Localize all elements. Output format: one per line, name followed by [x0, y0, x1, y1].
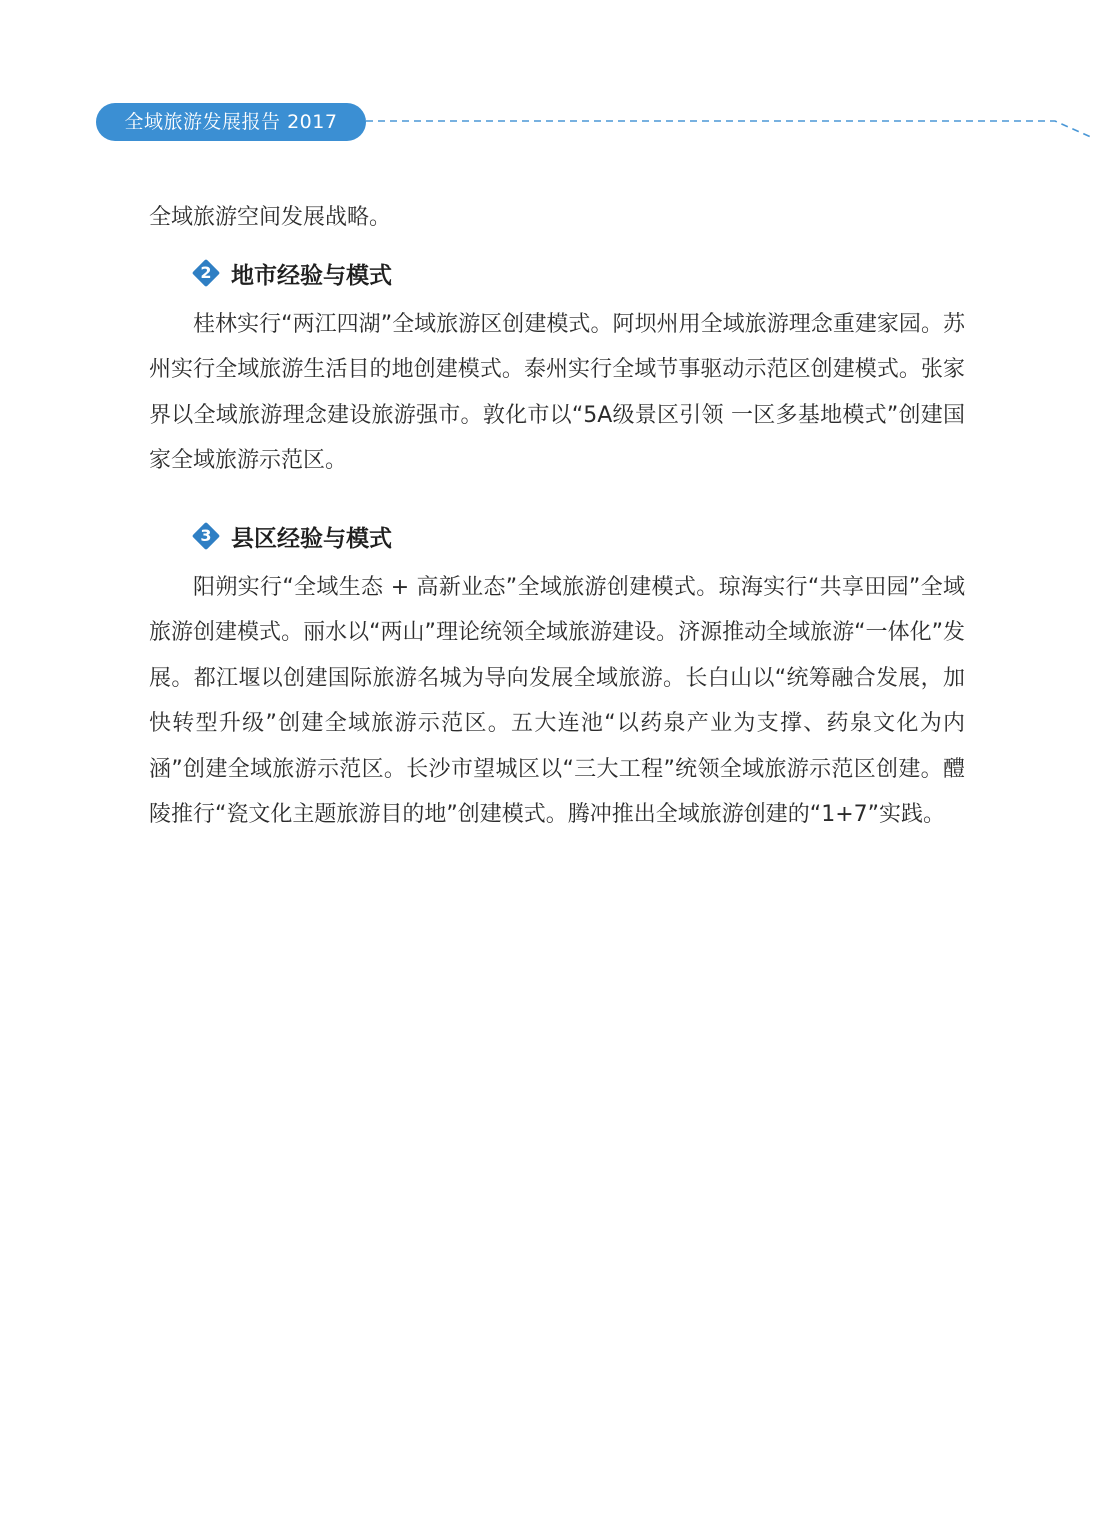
section-heading-2 [191, 251, 965, 296]
section-heading-3 [191, 514, 965, 559]
running-header-title: 全域旅游发展报告 2017 [96, 103, 366, 141]
section-body: 阳朔实行“全域生态 + 高新业态”全域旅游创建模式。琼海实行“共享田园”全域旅游创建模式。丽水以“两山”理论统领全域旅游建设。济源推动全域旅游“一体化”发展。都江堰以创建国际旅游名城为导向发展全域旅游。长白山以“统筹融合发展，加快转型升级”创建全域旅游示范区。五大连池“以药泉产业为支撑、药泉文化为内涵”创建全域旅游示范区。长沙市望城区以“三大工程”统领全域旅游示范区创建。醴陵推行“瓷文化主题旅游目的地”创建模式。腾冲推出全域旅游创建的“1+7”实践。 [149, 574, 965, 827]
diamond-number-icon [191, 521, 221, 551]
section-title: 县区经验与模式 [231, 525, 392, 552]
section-title: 地市经验与模式 [231, 262, 392, 289]
diamond-number-icon [191, 258, 221, 288]
section-number: 3 [200, 526, 212, 545]
page-content [149, 195, 965, 838]
section-number: 2 [200, 263, 212, 282]
intro-paragraph: 全域旅游空间发展战略。 [149, 205, 392, 230]
section-body: 桂林实行“两江四湖”全域旅游区创建模式。阿坝州用全域旅游理念重建家园。苏州实行全域旅游生活目的地创建模式。泰州实行全域节事驱动示范区创建模式。张家界以全域旅游理念建设旅游强市。敦化市以“5A级景区引领 一区多基地模式”创建国家全域旅游示范区。 [149, 311, 965, 473]
